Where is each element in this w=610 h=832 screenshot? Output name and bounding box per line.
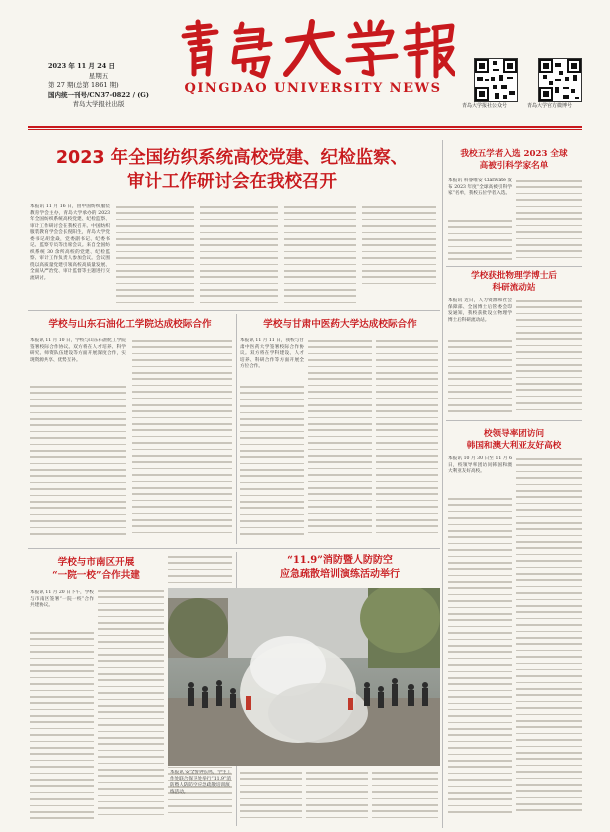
article1-lead: 本报讯 11 月 10 日，学校与山东石油化工学院签署校际合作协议。双方将在人才培养、科学研究、师资队伍建设等方面开展深度合作，实现资源共享、优势互补。 [30, 338, 126, 363]
qr-code-icon [475, 59, 517, 101]
article3-col2 [98, 590, 164, 824]
issue-cn-code: 国内统一刊号/CN37-0822 / (G) [48, 90, 149, 99]
column-divider [442, 140, 443, 828]
right3-title-line1: 校领导率团访问 [483, 429, 545, 439]
article1-col1 [30, 386, 126, 542]
fire-drill-image [168, 588, 440, 766]
right2-title-line2: 科研流动站 [492, 283, 536, 293]
article3-lead: 本报讯 11 月 20 日下午，学校与市南区签署“一院一校”合作共建协议。 [30, 590, 94, 608]
issue-date: 2023 年 11 月 24 日 [48, 62, 115, 70]
article4-col2 [306, 772, 368, 824]
qr-code-weibo [538, 58, 582, 102]
calligraphy-title [170, 18, 455, 80]
section-divider [28, 548, 440, 549]
right2-title [446, 270, 582, 294]
qr-caption-weibo: 青岛大学官方微博号 [527, 103, 573, 109]
article2-title: 学校与甘肃中医药大学达成校际合作 [263, 319, 417, 330]
masthead-rule-thin [28, 129, 582, 130]
right3-col2 [516, 458, 582, 824]
article4-col3 [372, 772, 438, 824]
right1-lead: 本报讯 科睿唯安 Clarivate 发布 2023 年度“全球高被引科学家”名单，我校五位学者入选。 [448, 178, 512, 196]
article2-col3 [376, 340, 438, 542]
qr-code-icon [539, 59, 581, 101]
main-story-col1: 本报讯 11 月 16 日，由中国纺织服装教育学会主办，青岛大学承办的 2023 年全国纺织系统高校党建、纪检监察、审计工作研讨会在我校召开。中国纺织服装教育学会会长倪阳生，青岛大学党委书记胡金焱，党委副书记、纪委书记、监察专员等出席会议。来自全国纺织系统 30 余所高校的党建、纪检监察、审计工作负责人参加会议。会议围绕以高质量党建引领高校高质量发展、全面从严治党、审计监督等主题进行交流研讨。 [30, 204, 110, 281]
right2-col1 [448, 340, 512, 416]
article3-title [28, 556, 164, 582]
article2-col1 [240, 386, 304, 542]
section-divider [446, 266, 582, 267]
article4-title-line1: “11.9”消防暨人防防空 [287, 555, 393, 566]
column-divider [236, 314, 237, 544]
main-headline-line1: 2023 年全国纺织系统高校党建、纪检监察、 [55, 148, 409, 168]
article3-col1 [30, 632, 94, 824]
article3-title-line2: “一院一校”合作共建 [52, 570, 140, 581]
main-headline [28, 146, 436, 194]
masthead-logo [170, 18, 455, 80]
right1-title [446, 148, 582, 172]
article2-lead: 本报讯 11 月 11 日，我校与甘肃中医药大学签署校际合作协议。双方将在学科建设、人才培养、科研合作等方面开展全方位合作。 [240, 338, 304, 369]
photo-caption: 本报讯 安全警钟长鸣，学生工作处联合保卫处举行“11.9”消防暨人防防空应急疏散培训演练活动。 [170, 770, 232, 795]
article2-col2 [308, 340, 372, 542]
main-story-col3 [200, 206, 278, 306]
right2-title-line1: 学校获批物理学博士后 [471, 271, 557, 281]
masthead-rule [28, 126, 582, 128]
article4-title [238, 554, 442, 582]
right1-title-line2: 高被引科学家名单 [479, 161, 549, 171]
right1-title-line1: 我校五学者入选 2023 全球 [460, 149, 568, 159]
drill-photo [168, 588, 440, 766]
right1-col1 [448, 220, 512, 262]
issue-weekday: 星期五 [88, 71, 109, 80]
right2-lead: 本报讯 近日，人力资源和社会保障部、全国博士后管委会印发通知，我校获批设立物理学博士后科研流动站。 [448, 298, 512, 323]
right1-col2 [516, 180, 582, 262]
right3-lead: 本报讯 10 月 30 日至 11 月 6 日，校领导率团访问韩国和澳大利亚友好高校。 [448, 456, 512, 474]
issue-publisher: 青岛大学报社出版 [72, 100, 125, 108]
issue-number: 第 27 期(总第 1861 期) [48, 81, 119, 89]
article1-col2 [132, 340, 232, 542]
section-divider [446, 420, 582, 421]
main-story-col2 [116, 206, 194, 306]
qr-code-wechat [474, 58, 518, 102]
right3-title-line2: 韩国和澳大利亚友好高校 [466, 441, 562, 451]
section-divider [28, 310, 440, 311]
article1-title: 学校与山东石油化工学院达成校际合作 [48, 319, 212, 330]
main-headline-line2: 审计工作研讨会在我校召开 [127, 172, 337, 192]
article3-title-line1: 学校与市南区开展 [57, 557, 135, 568]
right3-col1 [448, 498, 512, 824]
main-story-col5 [362, 206, 436, 286]
issue-info [48, 62, 149, 110]
masthead-english-title: QINGDAO UNIVERSITY NEWS [184, 81, 442, 96]
right3-title [446, 428, 582, 452]
qr-caption-wechat: 青岛大学报社公众号 [462, 103, 508, 109]
article4-title-line2: 应急疏散培训演练活动举行 [280, 569, 400, 580]
right2-col2 [516, 300, 582, 416]
article4-col1 [240, 772, 302, 824]
main-story-col4 [284, 206, 356, 306]
